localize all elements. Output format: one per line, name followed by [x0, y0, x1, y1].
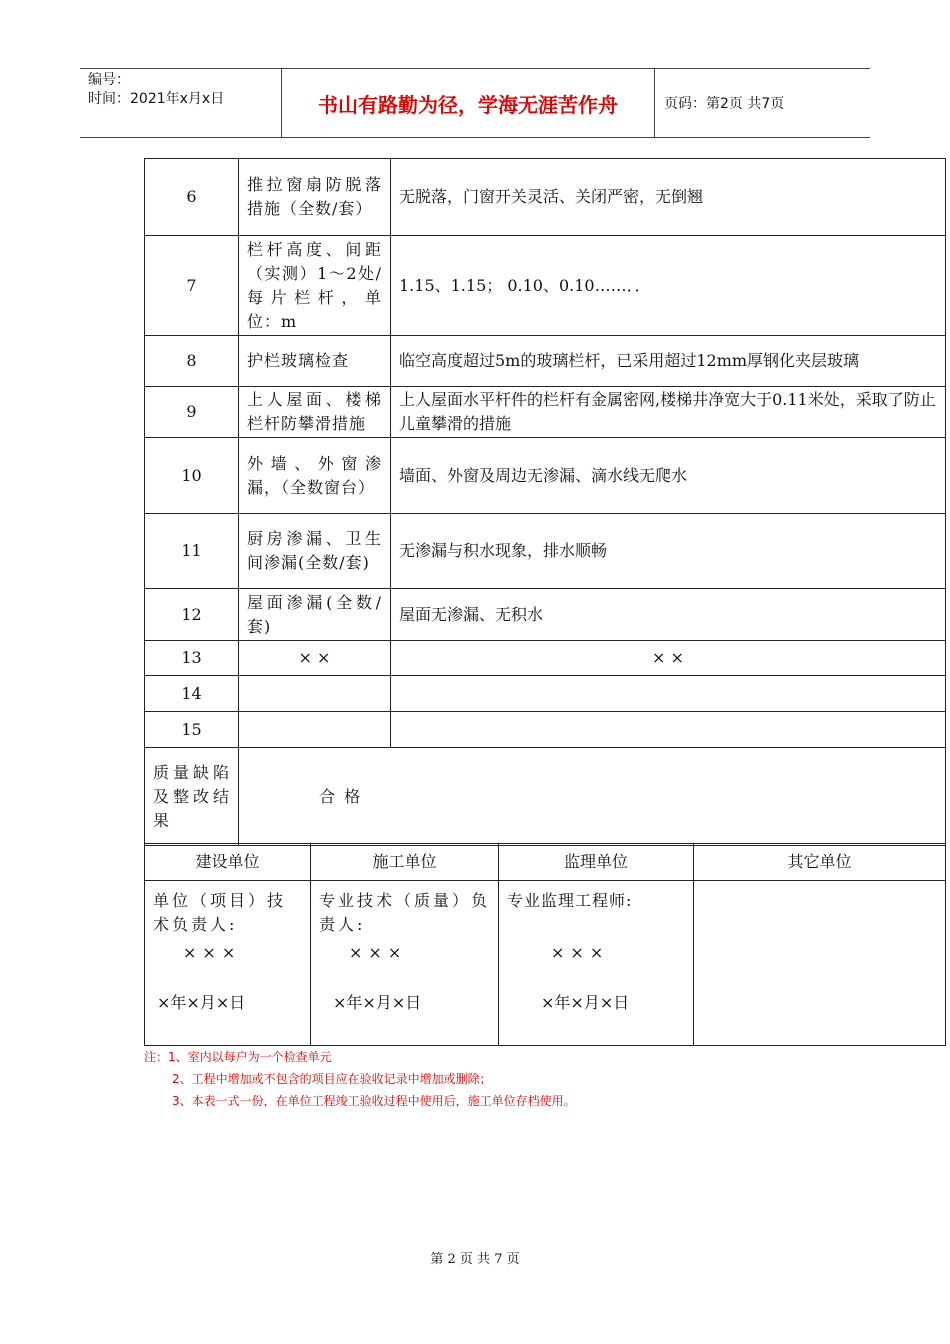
row-number: 7	[145, 236, 239, 336]
quality-row	[145, 748, 946, 846]
row-result: × ×	[391, 641, 946, 676]
header-meta	[80, 69, 282, 137]
inspection-table	[144, 158, 946, 846]
table-row	[145, 641, 946, 676]
table-row	[145, 514, 946, 589]
header-page-label: 页码：第2页 共7页	[664, 96, 785, 112]
row-number: 13	[145, 641, 239, 676]
other-unit-signature	[694, 881, 946, 1046]
header-motto: 书山有路勤为径，学海无涯苦作舟	[282, 69, 655, 137]
quality-label: 质量缺陷及整改结果	[145, 748, 239, 846]
row-result: 1.15、1.15； 0.10、0.10……．．	[391, 236, 946, 336]
row-result: 上人屋面水平杆件的栏杆有金属密网,楼梯井净宽大于0.11米处，采取了防止儿童攀滑的措施	[391, 387, 946, 438]
table-row	[145, 336, 946, 387]
row-number: 14	[145, 676, 239, 712]
notes	[144, 1046, 576, 1112]
time-label: 时间：2021年x月x日	[88, 91, 225, 107]
supervision-unit-header: 监理单位	[499, 844, 694, 881]
row-number: 9	[145, 387, 239, 438]
row-result: 屋面无渗漏、无积水	[391, 589, 946, 641]
row-item: 上人屋面、楼梯栏杆防攀滑措施	[239, 387, 391, 438]
signer-title: 单位（项目）技术负责人:	[153, 891, 287, 934]
page-footer: 第 2 页 共 7 页	[430, 1252, 520, 1267]
row-item: 推拉窗扇防脱落措施（全数/套）	[239, 159, 391, 236]
signer-name: ×××	[551, 943, 610, 962]
row-item: 屋面渗漏(全数/套)	[239, 589, 391, 641]
signature-table	[144, 843, 946, 1046]
signature-body-row	[145, 881, 946, 1046]
row-item: 外墙、外窗渗漏，（全数窗台）	[239, 438, 391, 514]
other-unit-header: 其它单位	[694, 844, 946, 881]
row-result: 无渗漏与积水现象，排水顺畅	[391, 514, 946, 589]
row-item: 厨房渗漏、卫生间渗漏(全数/套)	[239, 514, 391, 589]
sign-date: ×年×月×日	[333, 993, 422, 1012]
builder-unit-header: 施工单位	[311, 844, 499, 881]
signer-title: 专业监理工程师:	[507, 891, 633, 910]
row-number: 11	[145, 514, 239, 589]
row-result: 临空高度超过5m的玻璃栏杆，已采用超过12mm厚钢化夹层玻璃	[391, 336, 946, 387]
row-number: 10	[145, 438, 239, 514]
note-line: 2、工程中增加或不包含的项目应在验收记录中增加或删除；	[172, 1072, 492, 1086]
row-result: 无脱落，门窗开关灵活、关闭严密，无倒翘	[391, 159, 946, 236]
quality-value: 合 格	[239, 748, 946, 846]
row-item: 栏杆高度、间距（实测）1～2处/每片栏杆，单位：m	[239, 236, 391, 336]
table-row	[145, 676, 946, 712]
row-result	[391, 712, 946, 748]
row-result: 墙面、外窗及周边无渗漏、滴水线无爬水	[391, 438, 946, 514]
supervision-unit-signature	[499, 881, 694, 1046]
row-item: 护栏玻璃检查	[239, 336, 391, 387]
signer-title: 专业技术（质量）负责人:	[319, 891, 491, 934]
table-row	[145, 589, 946, 641]
row-number: 6	[145, 159, 239, 236]
table-row	[145, 236, 946, 336]
note-line: 注：1、室内以每户为一个检查单元	[144, 1050, 332, 1064]
row-number: 15	[145, 712, 239, 748]
row-result	[391, 676, 946, 712]
row-item: × ×	[239, 641, 391, 676]
sign-date: ×年×月×日	[541, 993, 630, 1012]
table-row	[145, 387, 946, 438]
signer-name: ×××	[349, 943, 408, 962]
row-number: 12	[145, 589, 239, 641]
table-row	[145, 159, 946, 236]
note-line: 3、本表一式一份，在单位工程竣工验收过程中使用后，施工单位存档使用。	[172, 1094, 576, 1108]
row-item	[239, 712, 391, 748]
row-item	[239, 676, 391, 712]
serial-label: 编号：	[88, 72, 130, 88]
row-number: 8	[145, 336, 239, 387]
sign-date: ×年×月×日	[157, 993, 246, 1012]
signer-name: ×××	[183, 943, 242, 962]
table-row	[145, 438, 946, 514]
builder-unit-signature	[311, 881, 499, 1046]
table-row	[145, 712, 946, 748]
construction-unit-signature	[145, 881, 311, 1046]
page-header	[80, 68, 870, 138]
signature-header-row	[145, 844, 946, 881]
construction-unit-header: 建设单位	[145, 844, 311, 881]
